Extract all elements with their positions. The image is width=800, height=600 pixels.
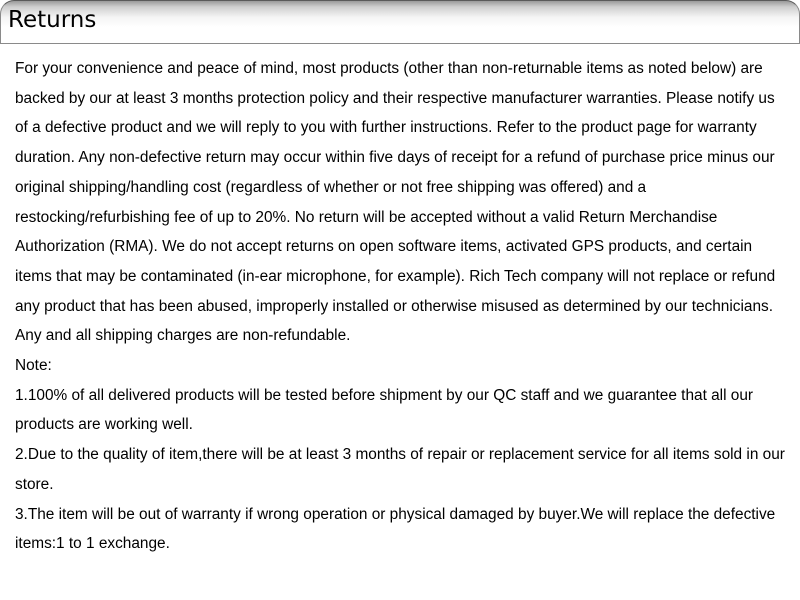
section-header-bar — [0, 0, 800, 44]
returns-content — [15, 54, 790, 559]
note-item-3: 3.The item will be out of warranty if wrong operation or physical damaged by buyer.We will replace the defective items:1 to 1 exchange. — [15, 505, 776, 553]
note-item-2: 2.Due to the quality of item,there will be at least 3 months of repair or replacement service for all items sold in our store. — [15, 446, 785, 493]
note-label: Note: — [15, 357, 52, 375]
policy-paragraph: For your convenience and peace of mind, most products (other than non-returnable items as noted below) are backed by our at least 3 months protection policy and their respective manufacturer warranties. Please notify us of a defective product and we will reply to you with further instructions. Refer to the product page for warranty duration. Any non-defective return may occur within five days of receipt for a refund of purchase price minus our original shipping/handling cost (regardless of whether or not free shipping was offered) and a restocking/refurbishing fee of up to 20%. No return will be accepted without a valid Return Merchandise Authorization (RMA). We do not accept returns on open software items, activated GPS products, and certain items that may be contaminated (in-ear microphone, for example). Rich Tech company will not replace or refund any product that has been abused, improperly installed or otherwise misused as determined by our technicians. Any and all shipping charges are non-refundable. — [15, 60, 776, 345]
section-title: Returns — [8, 7, 97, 33]
note-item-1: 1.100% of all delivered products will be tested before shipment by our QC staff and we guarantee that all our products are working well. — [15, 386, 754, 434]
